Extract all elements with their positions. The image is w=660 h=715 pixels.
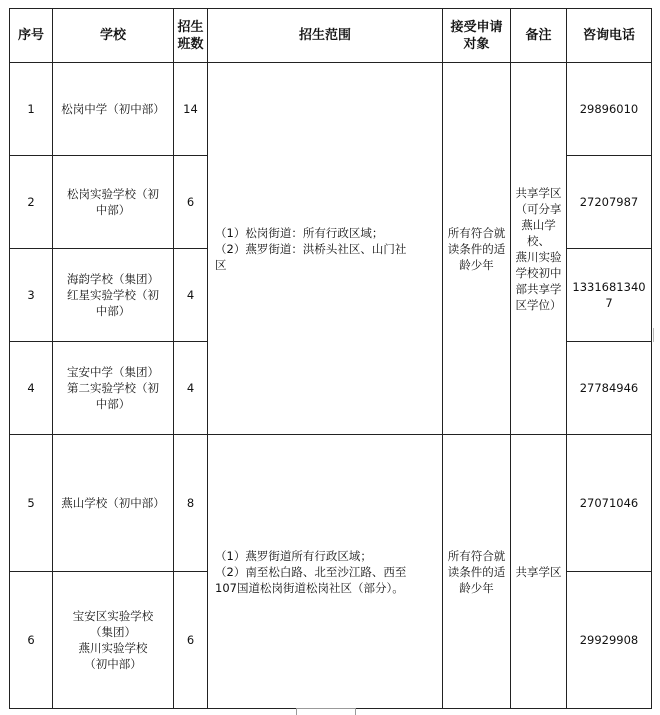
target-line: 读条件的适 (447, 564, 506, 579)
phone-line: 29929908 (579, 633, 639, 647)
header-school: 学校 (53, 9, 174, 63)
target-line: 龄少年 (459, 257, 494, 272)
school-cell (53, 249, 174, 342)
target-line: 所有符合就 (447, 225, 506, 240)
header-phone: 咨询电话 (567, 9, 652, 63)
school-line: 宝安中学（集团） (67, 365, 159, 379)
school-line: （集团） (90, 625, 136, 639)
school-line: 燕山学校（初中部） (61, 496, 165, 510)
notes-line: 共享学区 (515, 185, 562, 200)
school-line: 宝安区实验学校 (72, 609, 154, 623)
classes-cell: 4 (174, 342, 208, 435)
phone-line: 7 (605, 296, 613, 310)
table-row (10, 63, 652, 156)
range-line: （1）松岗街道：所有行政区域； (215, 225, 384, 240)
range-line: （2）燕罗街道：洪桥头社区、山门社 (215, 241, 407, 256)
phone-line: 1331681340 (572, 280, 646, 294)
notes-line: 共享学区 (515, 564, 562, 579)
school-cell (53, 572, 174, 709)
seq-cell: 1 (10, 63, 53, 156)
target-line: 所有符合就 (447, 548, 506, 563)
school-line: 海韵学校（集团） (67, 272, 159, 286)
target-cell (443, 63, 511, 435)
phone-line: 29896010 (579, 102, 639, 116)
notes-line: 学校初中 (515, 265, 562, 280)
classes-cell: 8 (174, 435, 208, 572)
phone-line: 27784946 (579, 381, 639, 395)
school-line: 第二实验学校（初 (67, 381, 159, 395)
school-line: 中部） (95, 304, 131, 318)
school-cell (53, 342, 174, 435)
classes-cell: 4 (174, 249, 208, 342)
target-cell (443, 435, 511, 709)
range-line: （2）南至松白路、北至沙江路、西至 (215, 564, 407, 579)
header-range: 招生范围 (208, 9, 443, 63)
classes-cell: 14 (174, 63, 208, 156)
classes-cell: 6 (174, 156, 208, 249)
target-line: 龄少年 (459, 580, 494, 595)
phone-line: 27207987 (579, 195, 639, 209)
target-line: 读条件的适 (447, 241, 506, 256)
scroll-handle[interactable] (653, 328, 658, 342)
phone-cell (567, 435, 652, 572)
header-target: 接受申请对象 (443, 9, 511, 63)
table-row (10, 435, 652, 572)
phone-cell (567, 249, 652, 342)
school-line: 燕川实验学校 (78, 641, 148, 655)
resize-handle[interactable] (296, 708, 356, 715)
phone-line: 27071046 (579, 496, 639, 510)
notes-line: （可分享 (515, 201, 562, 216)
school-line: 松岗中学（初中部） (61, 102, 165, 116)
school-line: 红星实验学校（初 (67, 288, 159, 302)
notes-line: 燕山学校、 (521, 217, 556, 248)
range-cell (208, 435, 443, 709)
header-seq: 序号 (10, 9, 53, 63)
notes-line: 燕川实验 (515, 249, 562, 264)
seq-cell: 2 (10, 156, 53, 249)
enrollment-table (9, 8, 652, 709)
seq-cell: 6 (10, 572, 53, 709)
seq-cell: 3 (10, 249, 53, 342)
notes-line: 部共享学 (515, 281, 562, 296)
range-line: 107国道松岗街道松岗社区（部分）。 (215, 580, 404, 595)
seq-cell: 4 (10, 342, 53, 435)
school-cell (53, 156, 174, 249)
range-line: （1）燕罗街道所有行政区域； (215, 548, 372, 563)
notes-line: 区学位） (515, 297, 562, 312)
header-notes: 备注 (511, 9, 567, 63)
range-line: 区 (215, 257, 227, 272)
phone-cell (567, 156, 652, 249)
school-cell (53, 435, 174, 572)
header-row (10, 9, 652, 63)
school-line: （初中部） (84, 657, 142, 671)
seq-cell: 5 (10, 435, 53, 572)
range-cell (208, 63, 443, 435)
classes-cell: 6 (174, 572, 208, 709)
school-line: 松岗实验学校（初 (67, 187, 159, 201)
school-line: 中部） (95, 203, 131, 217)
phone-cell (567, 342, 652, 435)
header-classes: 招生班数 (174, 9, 208, 63)
school-line: 中部） (95, 397, 131, 411)
notes-cell (511, 63, 567, 435)
phone-cell (567, 572, 652, 709)
school-cell (53, 63, 174, 156)
notes-cell (511, 435, 567, 709)
phone-cell (567, 63, 652, 156)
